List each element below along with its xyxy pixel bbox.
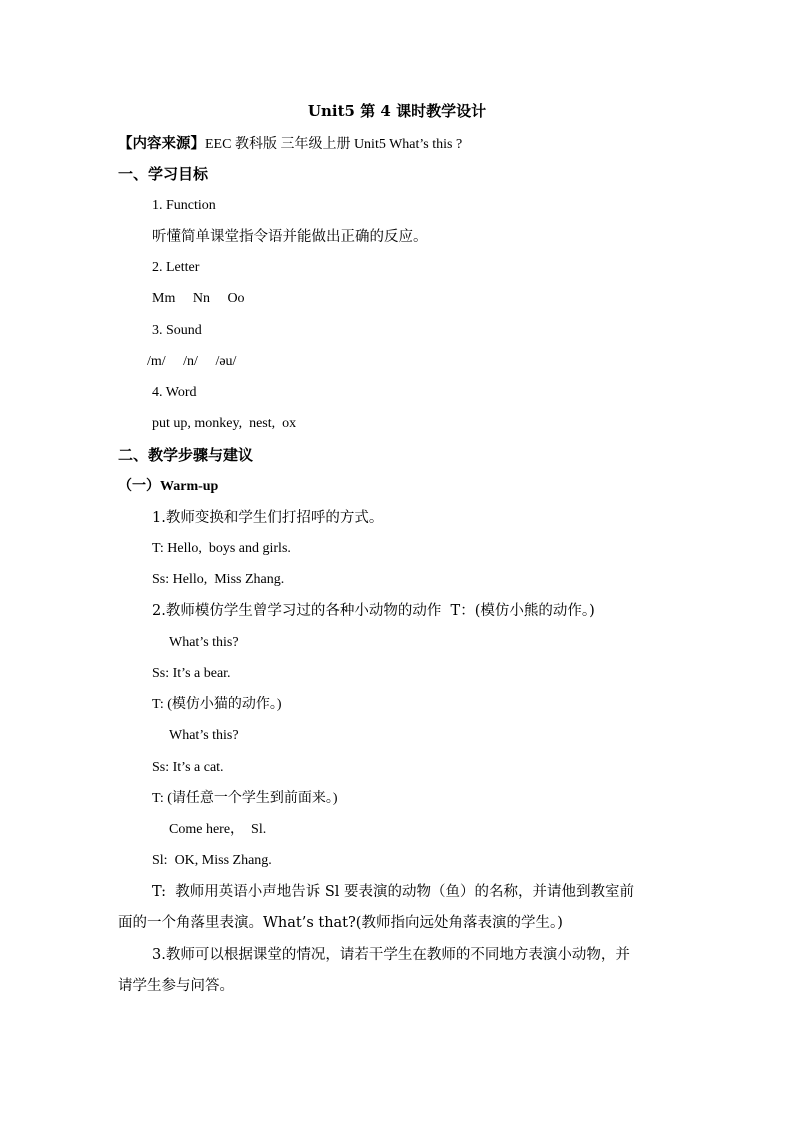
objective-function-label: 1. Function [152, 198, 216, 213]
step-line-4: 2.教师模仿学生曾学习过的各种小动物的动作 T：(模仿小熊的动作。) [152, 603, 595, 619]
section-heading-objectives: 一、学习目标 [118, 165, 209, 183]
step-line-9: Ss: It’s a cat. [152, 760, 224, 775]
subsection-heading-warmup: （一）Warm-up [118, 479, 219, 494]
objective-function-text: 听懂简单课堂指令语并能做出正确的反应。 [152, 229, 428, 245]
section-heading-steps: 二、教学步骤与建议 [118, 446, 254, 464]
step-line-14: 面的一个角落里表演。What’s that?(教师指向远处角落表演的学生。) [118, 915, 563, 931]
objective-sound-text: /m/ /n/ /əu/ [147, 354, 237, 369]
content-source-text: EEC 教科版 三年级上册 Unit5 What’s this ? [205, 137, 463, 152]
step-line-15: 3.教师可以根据课堂的情况，请若干学生在教师的不同地方表演小动物，并 [152, 947, 630, 963]
step-line-1: 1.教师变换和学生们打招呼的方式。 [152, 510, 384, 526]
step-line-6: Ss: It’s a bear. [152, 666, 231, 681]
step-line-2: T: Hello, boys and girls. [152, 541, 291, 556]
content-source [118, 134, 462, 154]
objective-letter-text: Mm Nn Oo [152, 291, 245, 306]
objective-sound-label: 3. Sound [152, 323, 202, 338]
objective-letter-label: 2. Letter [152, 260, 200, 275]
step-line-11: Come here， Sl. [169, 822, 267, 837]
step-line-8: What’s this? [169, 728, 239, 743]
content-source-label: 【内容来源】 [118, 136, 205, 152]
step-line-3: Ss: Hello, Miss Zhang. [152, 572, 285, 587]
page-title: Unit5 第 4 课时教学设计 [307, 102, 487, 120]
step-line-7: T: (模仿小猫的动作。) [152, 697, 282, 712]
step-line-12: Sl: OK, Miss Zhang. [152, 853, 272, 868]
step-line-5: What’s this? [169, 635, 239, 650]
step-line-10: T: (请任意一个学生到前面来。) [152, 791, 338, 806]
step-line-13: T: 教师用英语小声地告诉 Sl 要表演的动物（鱼）的名称，并请他到教室前 [152, 884, 635, 900]
objective-word-label: 4. Word [152, 385, 197, 400]
step-line-16: 请学生参与问答。 [118, 978, 234, 994]
objective-word-text: put up, monkey, nest, ox [152, 416, 297, 431]
